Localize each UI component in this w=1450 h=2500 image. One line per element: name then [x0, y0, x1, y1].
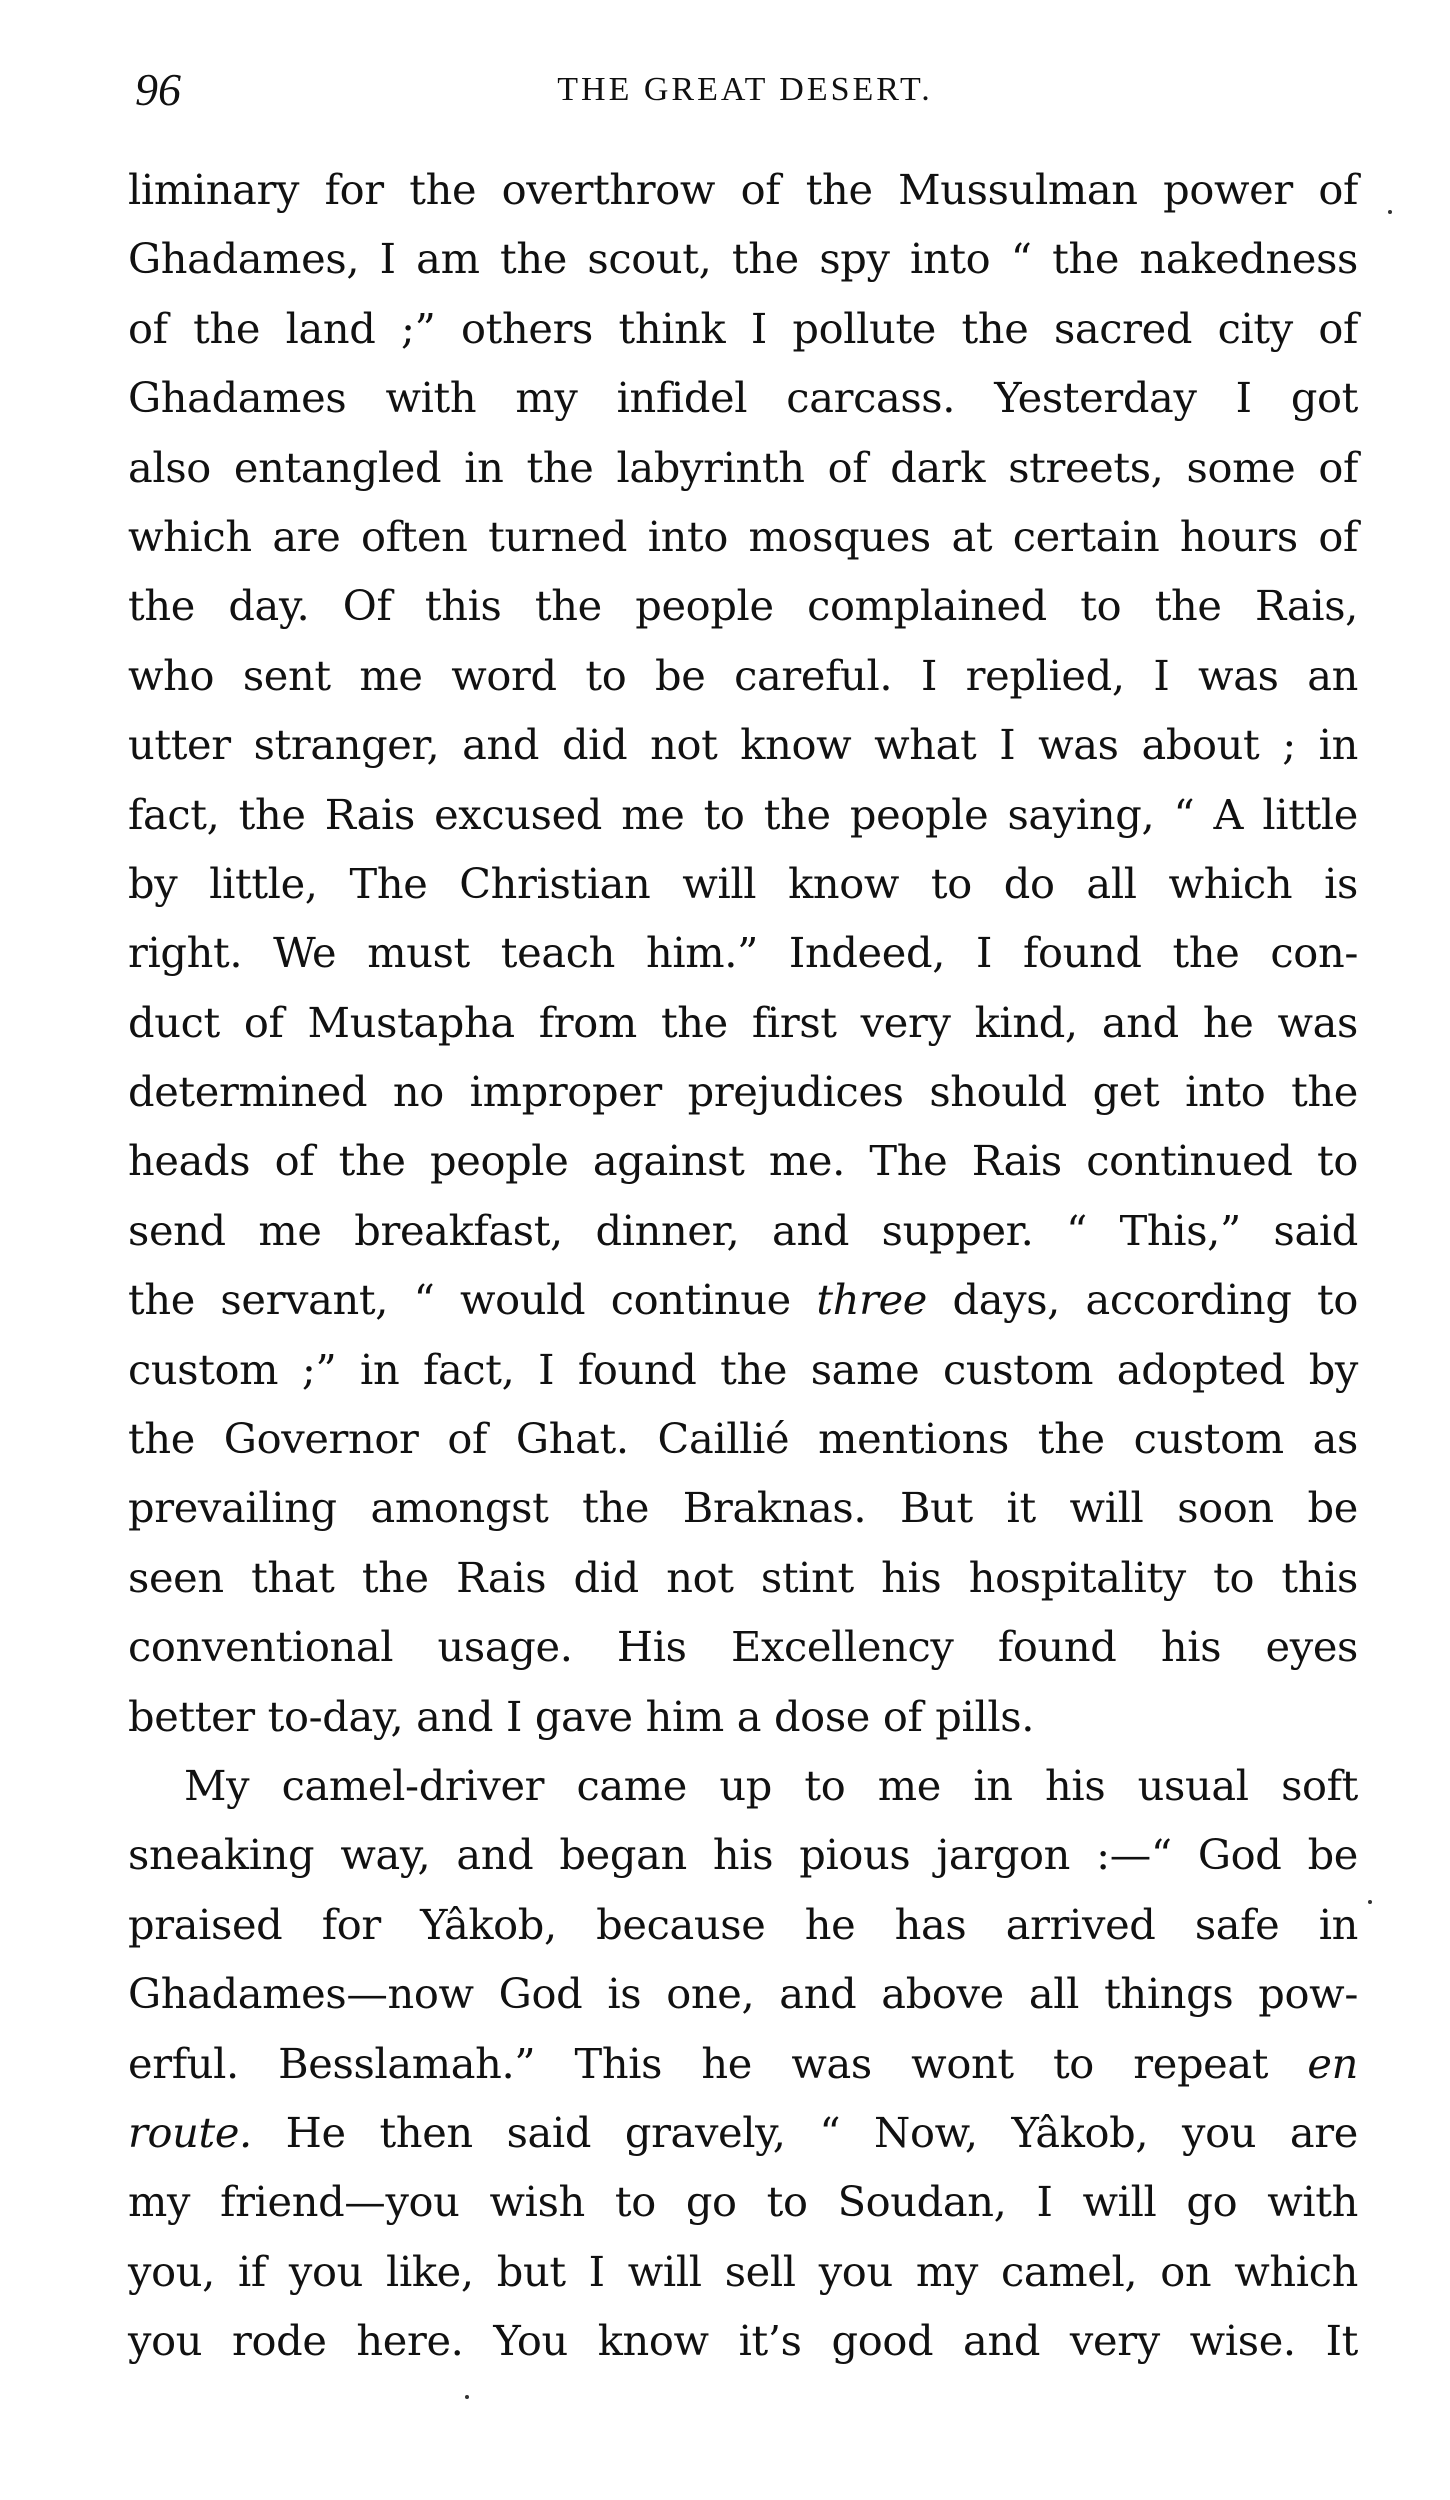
text-line: right. We must teach him.” Indeed, I found the con-	[128, 928, 1358, 978]
text-line: also entangled in the labyrinth of dark streets, some of	[128, 442, 1358, 492]
text-line: Ghadames with my infidel carcass. Yesterday I got	[128, 373, 1358, 423]
text-line: which are often turned into mosques at certain hours of	[128, 511, 1358, 561]
italic-word: three	[816, 1275, 928, 1325]
text-line: seen that the Rais did not stint his hospitality to this	[128, 1552, 1358, 1602]
text-line: better to-day, and I gave him a dose of pills.	[128, 1691, 1035, 1741]
italic-word: route.	[128, 2107, 252, 2157]
body-text	[128, 155, 1358, 2376]
italic-word: en	[1307, 2038, 1358, 2088]
paragraph-2	[128, 1751, 1358, 2376]
running-title: THE GREAT DESERT.	[557, 71, 933, 108]
print-speck	[465, 2395, 469, 2399]
text-line: praised for Yâkob, because he has arrived safe in	[128, 1899, 1358, 1949]
text-line: Ghadames—now God is one, and above all things pow-	[128, 1969, 1358, 2019]
text-line: liminary for the overthrow of the Mussulman power of	[128, 165, 1358, 214]
text-line: My camel-driver came up to me in his usual soft	[184, 1760, 1358, 1810]
text-line: you, if you like, but I will sell you my camel, on which	[128, 2246, 1358, 2296]
page-number: 96	[135, 64, 181, 115]
text-line-mixed	[128, 2029, 1358, 2098]
text-line: determined no improper prejudices should get into the	[128, 1067, 1358, 1117]
text-line: heads of the people against me. The Rais continued to	[128, 1136, 1358, 1186]
text-line: send me breakfast, dinner, and supper. “ This,” said	[128, 1205, 1358, 1255]
text-line: the Governor of Ghat. Caillié mentions the custom as	[128, 1414, 1358, 1464]
text-line-mixed	[128, 1265, 1358, 1334]
text-line-mixed	[128, 2098, 1358, 2167]
text-line: conventional usage. His Excellency found his eyes	[128, 1622, 1358, 1672]
print-speck	[1388, 210, 1392, 214]
text-line: Ghadames, I am the scout, the spy into “ the nakedness	[128, 234, 1358, 284]
text-line: custom ;” in fact, I found the same custom adopted by	[128, 1344, 1358, 1394]
page-header	[135, 55, 1355, 125]
print-speck	[1368, 1900, 1372, 1904]
paragraph-1	[128, 155, 1358, 1751]
text-line: fact, the Rais excused me to the people saying, “ A little	[128, 789, 1358, 839]
text-line: who sent me word to be careful. I replied, I was an	[128, 650, 1358, 700]
text-line: utter stranger, and did not know what I was about ; in	[128, 720, 1358, 770]
text-line: of the land ;” others think I pollute the sacred city of	[128, 303, 1358, 353]
text-line: duct of Mustapha from the first very kind, and he was	[128, 997, 1358, 1047]
text-line: my friend—you wish to go to Soudan, I will go with	[128, 2177, 1358, 2227]
text-fragment: days, according to	[927, 1275, 1358, 1325]
text-line: the day. Of this the people complained to the Rais,	[128, 581, 1358, 631]
text-line: prevailing amongst the Braknas. But it will soon be	[128, 1483, 1358, 1533]
text-fragment: the servant, “ would continue	[128, 1275, 817, 1325]
text-line: sneaking way, and began his pious jargon :—“ God be	[128, 1830, 1358, 1880]
text-fragment: He then said gravely, “ Now, Yâkob, you are	[251, 2107, 1358, 2157]
text-line: you rode here. You know it’s good and very wise. It	[128, 2316, 1358, 2366]
text-fragment: erful. Besslamah.” This he was wont to repeat	[128, 2038, 1308, 2088]
text-line: by little, The Christian will know to do all which is	[128, 858, 1358, 908]
